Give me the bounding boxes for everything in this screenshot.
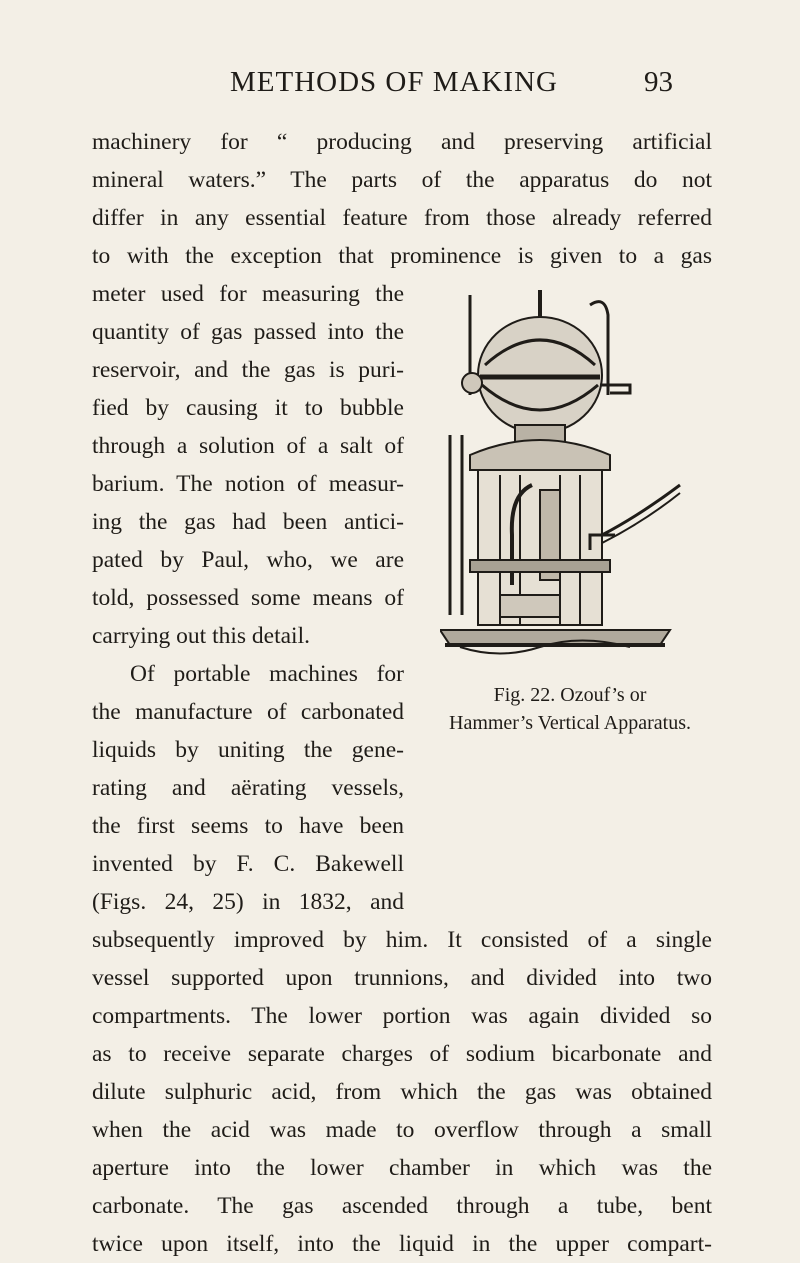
running-head — [0, 66, 800, 106]
text-line: as to receive separate charges of sodium bicarbonate and — [92, 1041, 712, 1067]
text-line: (Figs. 24, 25) in 1832, and — [92, 889, 404, 915]
text-line: fied by causing it to bubble — [92, 395, 404, 421]
text-line: invented by F. C. Bakewell — [92, 851, 404, 877]
text-line: told, possessed some means of — [92, 585, 404, 611]
text-line: carrying out this detail. — [92, 623, 310, 649]
text-line: reservoir, and the gas is puri- — [92, 357, 404, 383]
page-number: 93 — [644, 66, 673, 98]
text-line: rating and aërating vessels, — [92, 775, 404, 801]
text-line: through a solution of a salt of — [92, 433, 404, 459]
text-line: meter used for measuring the — [92, 281, 404, 307]
text-line: pated by Paul, who, we are — [92, 547, 404, 573]
text-line: when the acid was made to overflow through a small — [92, 1117, 712, 1143]
text-line: Of portable machines for — [130, 661, 404, 687]
text-line: ing the gas had been antici- — [92, 509, 404, 535]
text-line: mineral waters.” The parts of the apparatus do not — [92, 167, 712, 193]
text-line: differ in any essential feature from those already referred — [92, 205, 712, 231]
text-line: vessel supported upon trunnions, and divided into two — [92, 965, 712, 991]
text-line: barium. The notion of measur- — [92, 471, 404, 497]
text-line: subsequently improved by him. It consisted of a single — [92, 927, 712, 953]
figure-vertical-apparatus — [440, 285, 690, 680]
text-line: compartments. The lower portion was again divided so — [92, 1003, 712, 1029]
text-line: aperture into the lower chamber in which was the — [92, 1155, 712, 1181]
text-line: the first seems to have been — [92, 813, 404, 839]
text-line: to with the exception that prominence is given to a gas — [92, 243, 712, 269]
text-line: the manufacture of carbonated — [92, 699, 404, 725]
figure-caption-number: Fig. 22. Ozouf’s or — [493, 684, 647, 706]
text-line: machinery for “ producing and preserving artificial — [92, 129, 712, 155]
text-line: carbonate. The gas ascended through a tube, bent — [92, 1193, 712, 1219]
vertical-apparatus-engraving-icon — [440, 285, 690, 680]
figure-caption-title: Hammer’s Vertical Apparatus. — [449, 712, 691, 734]
text-line: dilute sulphuric acid, from which the gas was obtained — [92, 1079, 712, 1105]
running-title: METHODS OF MAKING — [230, 66, 558, 98]
text-line: twice upon itself, into the liquid in the upper compart- — [92, 1231, 712, 1257]
text-line: quantity of gas passed into the — [92, 319, 404, 345]
text-line: liquids by uniting the gene- — [92, 737, 404, 763]
